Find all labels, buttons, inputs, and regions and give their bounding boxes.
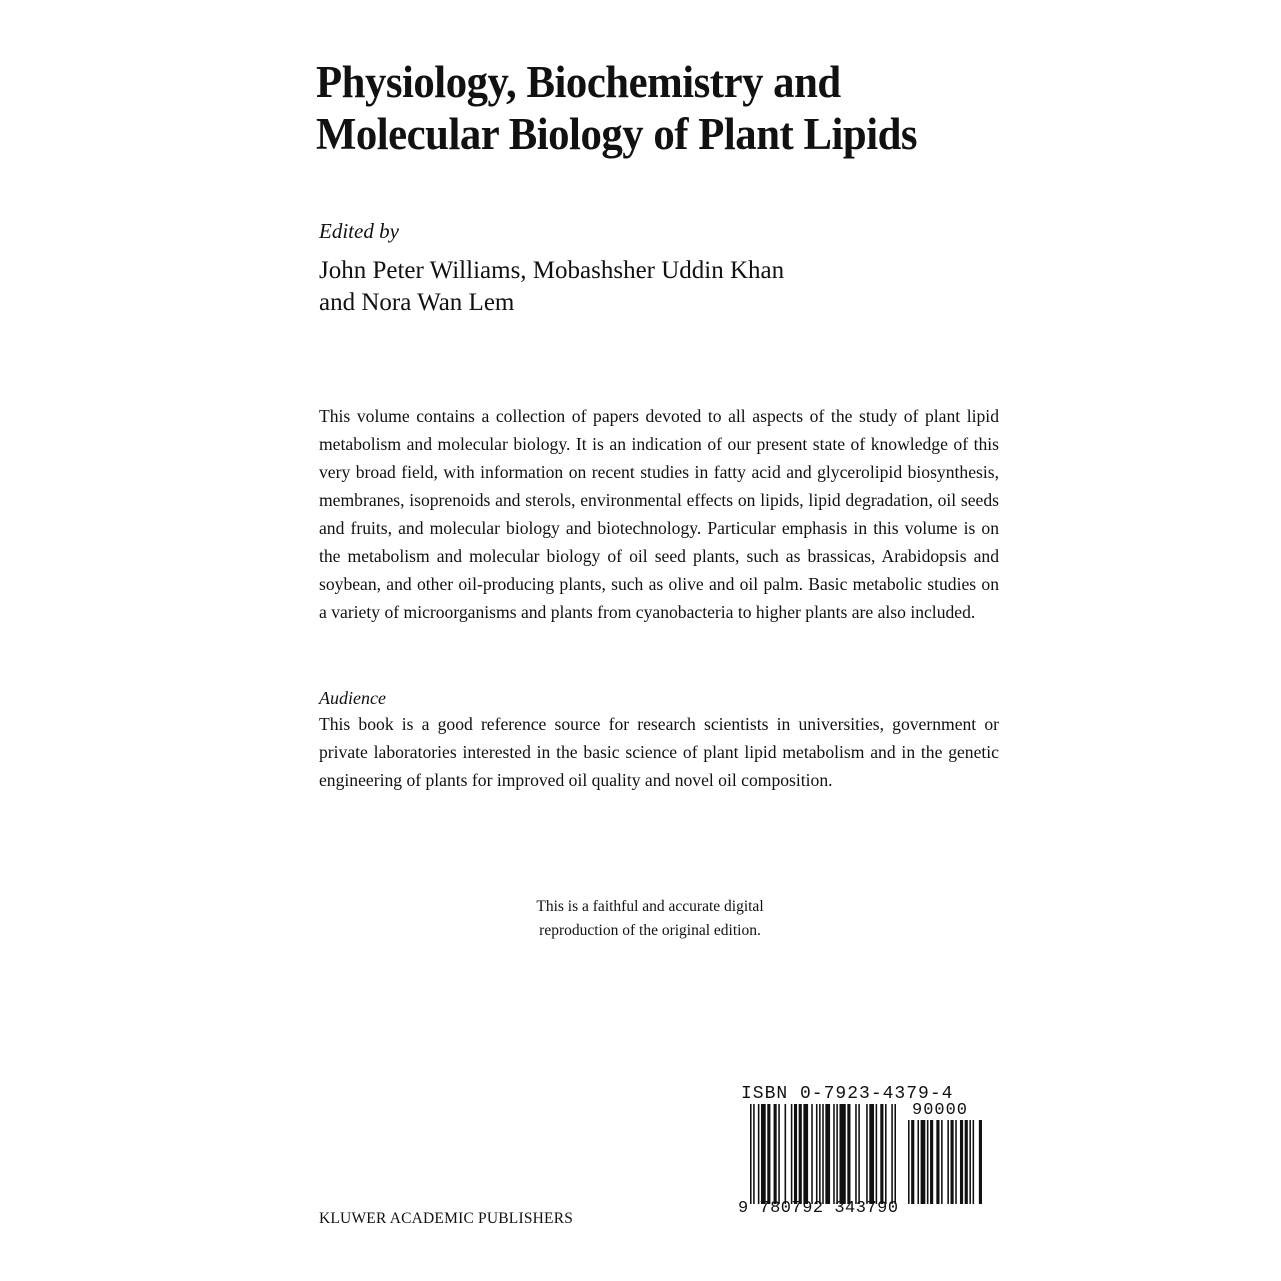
reproduction-note-line-1: This is a faithful and accurate digital: [536, 898, 764, 915]
barcode-bar: [753, 1104, 755, 1204]
barcode-bar: [799, 1104, 802, 1204]
barcode-bar: [973, 1120, 975, 1204]
barcode-bar: [936, 1120, 939, 1204]
barcode-bar: [774, 1104, 777, 1204]
audience-heading: Audience: [319, 688, 386, 708]
book-title-line-1: Physiology, Biochemistry and: [316, 57, 841, 107]
barcode-bar: [767, 1104, 770, 1204]
barcode-bar: [778, 1104, 780, 1204]
barcode-bar: [866, 1104, 868, 1204]
barcode-bar: [758, 1104, 760, 1204]
barcode-bar: [785, 1104, 787, 1204]
barcode-bar: [839, 1104, 845, 1204]
barcode-bar: [750, 1104, 752, 1204]
barcode-bar: [761, 1104, 766, 1204]
barcode-bar: [891, 1104, 893, 1204]
barcode-bar: [979, 1120, 982, 1204]
barcode-main-bars: [750, 1104, 896, 1204]
book-description: This volume contains a collection of papers devoted to all aspects of the study of plant lipid metabolism and molecular biology. It is an indication of our present state of knowledge of this very broad field, with information on recent studies in fatty acid and glycerolipid biosynthesis, membranes, isoprenoids and sterols, environmental effects on lipids, lipid degradation, oil seeds and fruits, and molecular biology and biotechnology. Particular emphasis in this volume is on the metabolism and molecular biology of oil seed plants, such as brassicas, Arabidopsis and soybean, and other oil-producing plants, such as olive and oil palm. Basic metabolic studies on a variety of microorganisms and plants from cyanobacteria to higher plants are also included.: [319, 406, 999, 622]
barcode-bar: [822, 1104, 824, 1204]
barcode-bar: [816, 1104, 818, 1204]
barcode-bar: [858, 1104, 860, 1204]
barcode-bar: [833, 1104, 835, 1204]
book-title-line-2: Molecular Biology of Plant Lipids: [316, 109, 918, 159]
barcode-bar: [921, 1120, 926, 1204]
barcode-bar: [947, 1120, 949, 1204]
barcode-bar: [855, 1104, 857, 1204]
barcode-bar: [869, 1104, 874, 1204]
publisher-name: KLUWER ACADEMIC PUBLISHERS: [319, 1210, 574, 1227]
barcode-bar: [955, 1120, 957, 1204]
barcode-bar: [930, 1120, 933, 1204]
audience-text: This book is a good reference source for research scientists in universities, government or private laboratories interested in the basic science of plant lipid metabolism and in the genetic engineering of plants for improved oil quality and novel oil composition.: [319, 714, 999, 790]
barcode-bar: [847, 1104, 850, 1204]
reproduction-note: [450, 895, 850, 943]
barcode-bar: [965, 1120, 968, 1204]
editors-line-2: and Nora Wan Lem: [319, 289, 515, 316]
barcode-bar: [941, 1120, 943, 1204]
barcode-bar: [969, 1120, 971, 1204]
barcode-bar: [825, 1104, 830, 1204]
barcode-addon-digits: 90000: [912, 1101, 969, 1120]
editors-line-1: John Peter Williams, Mobashsher Uddin Khan: [319, 257, 785, 284]
barcode-bar: [894, 1104, 896, 1204]
barcode-bar: [836, 1104, 838, 1204]
barcode-digits: 9 780792 343790: [738, 1199, 899, 1218]
barcode-bar: [791, 1104, 793, 1204]
book-title: [316, 56, 1000, 160]
barcode-bar: [885, 1104, 887, 1204]
barcode-bar: [803, 1104, 808, 1204]
barcode-bar: [811, 1104, 813, 1204]
barcode-addon-bars: [908, 1120, 982, 1204]
edited-by-label: Edited by: [319, 219, 399, 243]
barcode-bar: [911, 1120, 914, 1204]
barcode-bar: [794, 1104, 797, 1204]
barcode-bar: [876, 1104, 878, 1204]
barcode-bar: [819, 1104, 821, 1204]
barcode-bar: [960, 1120, 963, 1204]
barcode-bar: [951, 1120, 954, 1204]
barcode-bar: [908, 1120, 910, 1204]
isbn-number: ISBN 0-7923-4379-4: [741, 1084, 954, 1104]
editors: [319, 255, 784, 319]
barcode-bar: [917, 1120, 919, 1204]
barcode-bar: [927, 1120, 929, 1204]
reproduction-note-line-2: reproduction of the original edition.: [539, 922, 761, 939]
barcode-bar: [880, 1104, 883, 1204]
